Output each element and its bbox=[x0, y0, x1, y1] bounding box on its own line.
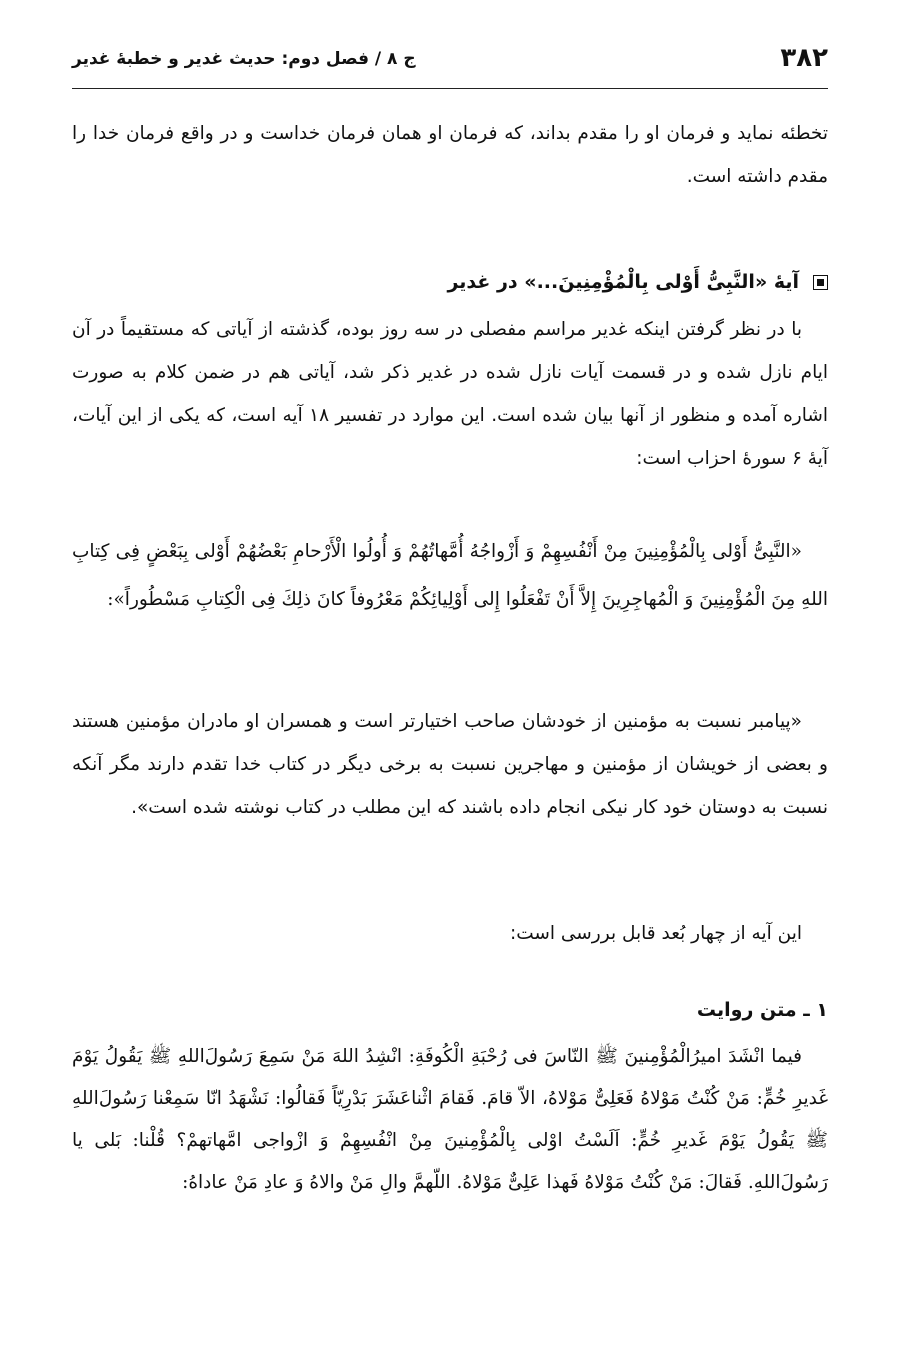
paragraph-dimensions: این آیه از چهار بُعد قابل بررسی است: bbox=[509, 923, 802, 944]
book-page bbox=[72, 0, 828, 1366]
section-heading bbox=[72, 262, 828, 302]
verse-translation: «پیامبر نسبت به مؤمنین از خودشان صاحب اختیارتر است و همسران او مادران مؤمنین هستند و بعضی از خویشان از مؤمنین و مهاجرین نسبت به برخی دیگر در کتاب خدا تقدم دارند مگر آنکه نسبت به دوستان خود کار نیکی انجام داده باشند که این مطلب در کتاب نوشته شده است». bbox=[72, 711, 828, 818]
narration-text: فیما انْشَدَ امیرُالْمُؤْمِنینَ ﷺ النّاسَ فی رُحْبَةِ الْكُوفَةِ: انْشِدُ اللهَ مَنْ سَمِعَ رَسُولَ‌اللهِ ﷺ یَقُولُ یَوْمَ غَدیرِ خُمٍّ: مَنْ كُنْتُ مَوْلاهُ فَعَلِیٌّ مَوْلاهُ، الاّ قامَ. فَقامَ اثْناعَشَرَ بَدْرِیّاً فَقالُوا: نَشْهَدُ انّا سَمِعْنا رَسُولَ‌اللهِ ﷺ یَقُولُ یَوْمَ غَدیرِ خُمٍّ: اَلَسْتُ اوْلی بِالْمُؤْمِنینَ مِنْ انْفُسِهِمْ وَ ازْواجی امَّهاتهمْ؟ قُلْنا: بَلی یا رَسُولَ‌اللهِ. فَقالَ: مَنْ كُنْتُ مَوْلاهُ فَهذا عَلِیٌّ مَوْلاهُ. اللّهمَّ والِ مَنْ والاهُ وَ عادِ مَنْ عاداهُ: bbox=[72, 1046, 828, 1193]
paragraph-intro: با در نظر گرفتن اینکه غدیر مراسم مفصلی در سه روز بوده، گذشته از آیاتی که مستقیماً در آن ایام نازل شده و در قسمت آیات نازل شده در غدیر ذکر شد، آیاتی هم در ضمن کلام به صورت اشاره آمده و منظور از آنها بیان شده است. این موارد در تفسیر ۱۸ آیه است، که یکی از این آیات، آیهٔ ۶ سورهٔ احزاب است: bbox=[72, 319, 829, 469]
paragraph-continuation: تخطئه نماید و فرمان او را مقدم بداند، که فرمان او همان فرمان خداست و در واقع فرمان خدا را مقدم داشته است. bbox=[72, 123, 828, 187]
square-bullet-icon bbox=[813, 275, 828, 290]
section-heading-text: آیهٔ «النَّبِیُّ أَوْلی بِالْمُؤْمِنِینَ...» در غدیر bbox=[447, 271, 799, 293]
running-header bbox=[72, 40, 828, 89]
quran-verse: «النَّبِیُّ أَوْلی بِالْمُؤْمِنِینَ مِنْ أَنْفُسِهِمْ وَ أَزْواجُهُ أُمَّهاتُهُمْ وَ أُولُوا الْأَرْحامِ بَعْضُهُمْ أَوْلی بِبَعْضٍ فِی كِتابِ اللهِ مِنَ الْمُؤْمِنِینَ وَ الْمُهاجِرِینَ إِلاَّ أَنْ تَفْعَلُوا إِلی أَوْلِیائِكُمْ مَعْرُوفاً كانَ ذلِكَ فِی الْكِتابِ مَسْطُوراً»: bbox=[72, 541, 828, 610]
subheading: ۱ ـ متن روایت bbox=[696, 999, 828, 1021]
page-number: ۳۸۲ bbox=[780, 43, 828, 73]
running-title: ج ۸ / فصل دوم: حدیث غدیر و خطبهٔ غدیر bbox=[72, 49, 416, 69]
